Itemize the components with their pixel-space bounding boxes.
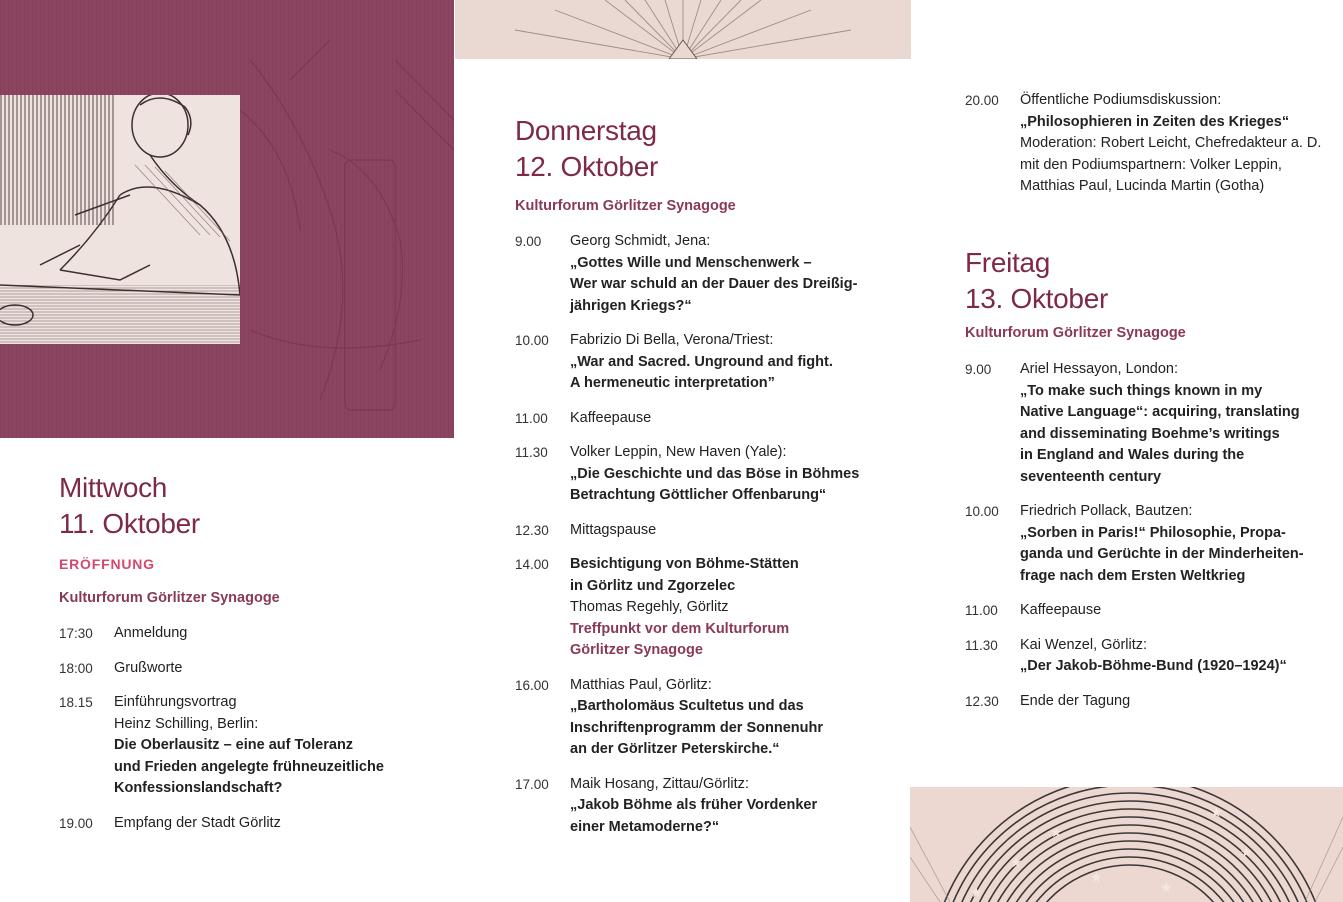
entry-text: Ariel Hessayon, London:	[1020, 361, 1178, 377]
wednesday-schedule	[59, 623, 439, 834]
svg-text:★: ★	[1010, 855, 1023, 871]
schedule-entry	[515, 675, 900, 761]
entry-text: Anmeldung	[114, 625, 188, 641]
schedule-entry	[515, 330, 900, 395]
schedule-entry	[515, 442, 900, 507]
schedule-entry	[515, 520, 900, 542]
entry-time: 11.30	[515, 445, 548, 460]
talk-title: „Der Jakob-Böhme-Bund (1920–1924)“	[1020, 658, 1287, 674]
entry-time: 11.00	[515, 410, 548, 426]
meeting-point: Görlitzer Synagoge	[570, 642, 703, 658]
entry-text: mit den Podiumspartnern: Volker Leppin,	[1020, 156, 1282, 173]
entry-text: Ende der Tagung	[1020, 692, 1131, 709]
entry-text: Georg Schmidt, Jena:	[570, 233, 711, 249]
day-name: Mittwoch	[59, 472, 168, 503]
entry-description	[114, 813, 281, 835]
talk-title: „Gottes Wille und Menschenwerk –	[570, 254, 812, 271]
talk-title: and disseminating Boehme’s writings	[1020, 425, 1280, 442]
entry-time: 10.00	[515, 333, 549, 348]
entry-time: 18:00	[59, 660, 93, 676]
schedule-entry	[515, 774, 900, 839]
sunrays-engraving-image	[455, 0, 911, 59]
talk-title: Wer war schuld an der Dauer des Dreißig-	[570, 276, 858, 292]
svg-text:★: ★	[1160, 880, 1173, 896]
schedule-entry	[515, 231, 900, 317]
entry-text: Fabrizio Di Bella, Verona/Triest:	[570, 332, 774, 348]
talk-title: in England and Wales during the	[1020, 447, 1245, 463]
talk-title: einer Metamoderne?“	[570, 818, 720, 835]
wednesday-heading	[59, 470, 200, 542]
schedule-entry	[59, 623, 439, 645]
entry-text: Einführungsvortrag	[114, 694, 237, 710]
entry-text: Kaffeepause	[570, 409, 652, 426]
entry-text: Matthias Paul, Görlitz:	[570, 676, 712, 693]
svg-text:★: ★	[970, 885, 983, 901]
entry-time: 12.30	[965, 693, 999, 709]
venue-label: Kulturforum Görlitzer Synagoge	[515, 198, 736, 214]
day-name: Freitag	[965, 247, 1051, 278]
entry-description	[114, 658, 183, 680]
entry-description	[570, 330, 833, 395]
entry-text: Heinz Schilling, Berlin:	[114, 715, 259, 732]
schedule-entry	[515, 554, 900, 662]
day-date: 13. Oktober	[965, 283, 1109, 314]
entry-text: Kaffeepause	[1020, 602, 1102, 618]
schedule-entry	[965, 635, 1335, 678]
entry-description	[570, 554, 799, 662]
entry-description	[570, 675, 823, 761]
venue-label: Kulturforum Görlitzer Synagoge	[59, 590, 280, 606]
svg-text:★: ★	[1050, 825, 1063, 841]
entry-text: Kai Wenzel, Görlitz:	[1020, 636, 1148, 653]
schedule-entry	[965, 600, 1335, 622]
svg-text:★: ★	[1210, 805, 1223, 821]
svg-text:★: ★	[1090, 870, 1103, 886]
day-date: 11. Oktober	[59, 508, 200, 539]
thursday-schedule	[515, 231, 900, 838]
talk-title: ganda und Gerüchte in der Minderheiten-	[1020, 546, 1304, 562]
entry-text: Matthias Paul, Lucinda Martin (Gotha)	[1020, 178, 1265, 194]
day-name: Donnerstag	[515, 115, 657, 146]
talk-title: Besichtigung von Böhme-Stätten	[570, 556, 799, 572]
talk-title: „To make such things known in my	[1020, 382, 1263, 399]
venue-label: Kulturforum Görlitzer Synagoge	[965, 325, 1186, 341]
entry-description	[1020, 691, 1130, 713]
talk-title: seventeenth century	[1020, 468, 1162, 485]
talk-title: Betrachtung Göttlicher Offenbarung“	[570, 487, 827, 503]
talk-title: „War and Sacred. Unground and fight.	[570, 353, 833, 370]
entry-description	[1020, 501, 1304, 587]
entry-time: 20.00	[965, 93, 999, 108]
entry-time: 17.00	[515, 776, 549, 792]
talk-title: jährigen Kriegs?“	[570, 297, 692, 314]
entry-description	[1020, 635, 1287, 678]
entry-text: Moderation: Robert Leicht, Chefredakteur a. D.	[1020, 135, 1322, 151]
entry-text: Öffentliche Podiumsdiskussion:	[1020, 92, 1222, 108]
entry-description	[570, 442, 859, 507]
entry-time: 9.00	[515, 234, 542, 249]
entry-time: 11.30	[965, 637, 998, 653]
entry-text: Grußworte	[114, 659, 183, 676]
talk-title: frage nach dem Ersten Weltkrieg	[1020, 567, 1246, 584]
talk-title: an der Görlitzer Peterskirche.“	[570, 741, 780, 757]
friday-heading	[965, 245, 1108, 317]
entry-description	[570, 231, 857, 317]
engraving-writer-image	[0, 0, 454, 438]
entry-time: 19.00	[59, 815, 93, 831]
entry-time: 18.15	[59, 695, 93, 710]
day-date: 12. Oktober	[515, 151, 659, 182]
talk-title: und Frieden angelegte frühneuzeitliche	[114, 758, 384, 775]
entry-description	[1020, 600, 1101, 622]
entry-time: 14.00	[515, 557, 549, 572]
schedule-entry	[965, 501, 1335, 587]
talk-title: „Bartholomäus Scultetus und das	[570, 698, 804, 714]
talk-title: in Görlitz und Zgorzelec	[570, 577, 736, 594]
talk-title: „Philosophieren in Zeiten des Krieges“	[1020, 113, 1290, 130]
entry-description	[570, 520, 656, 542]
schedule-entry	[59, 658, 439, 680]
talk-title: Inschriftenprogramm der Sonnenuhr	[570, 719, 823, 736]
talk-title: „Die Geschichte und das Böse in Böhmes	[570, 465, 860, 482]
schedule-entry	[59, 692, 439, 800]
entry-description	[570, 774, 817, 839]
talk-title: „Jakob Böhme als früher Vordenker	[570, 797, 818, 813]
talk-title: A hermeneutic interpretation”	[570, 375, 775, 391]
schedule-entry	[965, 90, 1335, 198]
entry-description	[570, 408, 651, 430]
talk-title: Konfessionslandschaft?	[114, 780, 283, 796]
entry-time: 16.00	[515, 677, 549, 693]
schedule-entry	[965, 359, 1335, 488]
entry-time: 12.30	[515, 522, 549, 538]
entry-time: 9.00	[965, 362, 992, 377]
talk-title: „Sorben in Paris!“ Philosophie, Propa-	[1020, 524, 1286, 541]
entry-description	[1020, 90, 1321, 198]
talk-title: Die Oberlausitz – eine auf Toleranz	[114, 737, 354, 753]
entry-text: Volker Leppin, New Haven (Yale):	[570, 444, 787, 460]
entry-text: Maik Hosang, Zittau/Görlitz:	[570, 775, 749, 792]
entry-time: 10.00	[965, 504, 999, 519]
entry-description	[114, 623, 187, 645]
svg-text:★: ★	[1240, 845, 1253, 861]
meeting-point: Treffpunkt vor dem Kulturforum	[570, 620, 790, 637]
entry-text: Mittagspause	[570, 521, 657, 538]
engraving-inset	[0, 95, 240, 344]
entry-description	[1020, 359, 1300, 488]
entry-text: Thomas Regehly, Görlitz	[570, 599, 729, 615]
schedule-entry	[515, 408, 900, 430]
thursday-heading	[515, 113, 658, 185]
friday-schedule	[965, 359, 1335, 712]
schedule-entry	[59, 813, 439, 835]
thursday-evening-schedule	[965, 90, 1335, 198]
schedule-entry	[965, 691, 1335, 713]
entry-time: 17:30	[59, 626, 93, 641]
starry-globe-engraving-image	[910, 787, 1343, 902]
entry-text: Empfang der Stadt Görlitz	[114, 814, 281, 831]
opening-label: ERÖFFNUNG	[59, 556, 155, 572]
entry-description	[114, 692, 384, 800]
talk-title: Native Language“: acquiring, translating	[1020, 404, 1300, 420]
entry-time: 11.00	[965, 603, 998, 618]
entry-text: Friedrich Pollack, Bautzen:	[1020, 503, 1193, 519]
